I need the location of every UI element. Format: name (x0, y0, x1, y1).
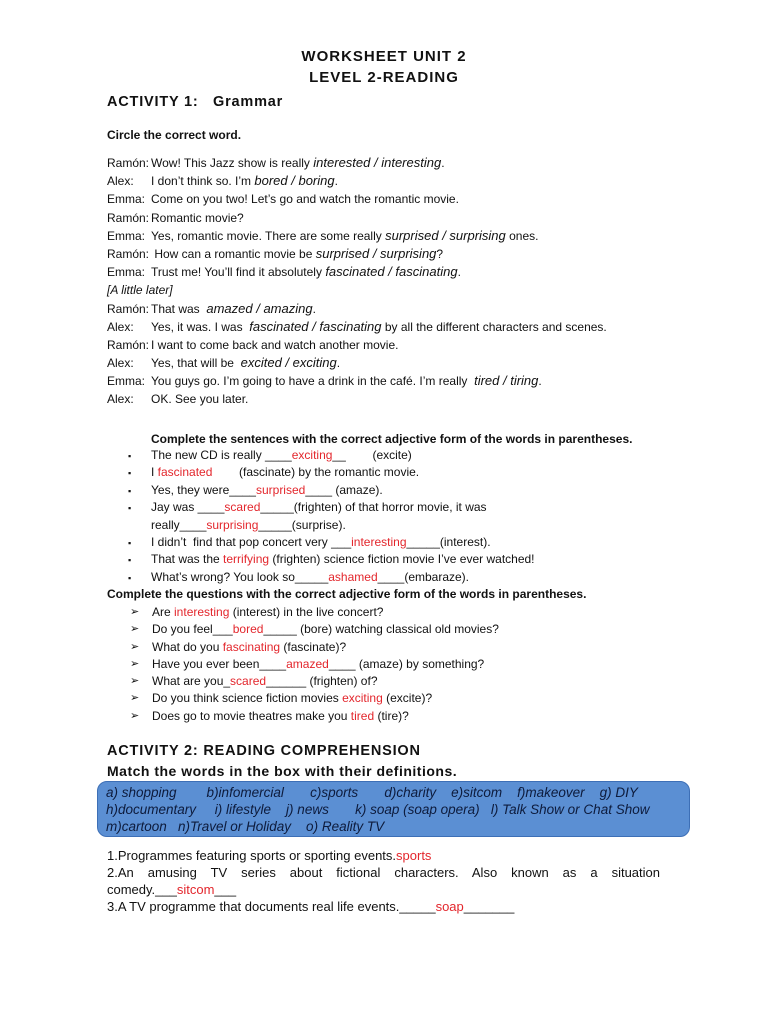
dialogue-text (151, 354, 340, 372)
arrow-bullet-icon: ➢ (130, 709, 140, 722)
dialogue-text (151, 190, 459, 208)
question-post: (interest) in the live concert? (229, 605, 384, 619)
question-pre: Does go to movie theatres make you (152, 708, 351, 723)
dialogue-post: by all the different characters and scenes. (381, 319, 607, 334)
question-item (130, 620, 690, 637)
dialogue (107, 154, 707, 409)
dialogue-text (151, 263, 461, 281)
dialogue-line (107, 227, 707, 245)
dialogue-line (107, 172, 707, 190)
speaker-name: Ramón: (107, 210, 150, 225)
question-pre: What do you (152, 639, 223, 654)
sentence-post: _____(surprise). (258, 517, 346, 532)
dialogue-line (107, 354, 707, 372)
question-item (130, 672, 690, 689)
dialogue-pre: Yes, romantic movie. There are some really (151, 228, 386, 243)
definition-pre: 3.A TV programme that documents real life events._____ (107, 899, 436, 914)
dialogue-post: ones. (505, 228, 539, 243)
dialogue-line (107, 281, 707, 299)
dialogue-line (107, 390, 707, 408)
speaker-name: Ramón: (107, 246, 150, 261)
word-choice: surprised / surprising (315, 245, 437, 261)
sentence-pre: I didn’t find that pop concert very ___ (151, 534, 352, 549)
square-bullet-icon: ▪ (128, 468, 132, 479)
word-box-line: a) shopping b)infomercial c)sports d)charity e)sitcom f)makeover g) DIY (106, 785, 638, 800)
question-post: (tire)? (374, 708, 409, 723)
sentence-pre: That was the (151, 552, 224, 567)
stage-direction: [A little later] (107, 283, 173, 298)
question-pre: Have you ever been____ (152, 656, 287, 671)
question-item (130, 638, 690, 655)
square-bullet-icon: ▪ (128, 485, 132, 496)
speaker-name: Alex: (107, 319, 134, 334)
dialogue-text (151, 172, 338, 190)
answer-text: scared (224, 500, 261, 515)
sentence-item (128, 498, 688, 515)
word-choice: fascinated / fascinating (325, 264, 458, 280)
dialogue-pre: Yes, it was. I was (151, 319, 250, 334)
word-choice: amazed / amazing (206, 300, 313, 316)
square-bullet-icon: ▪ (128, 537, 132, 548)
answer-text: fascinating (222, 639, 281, 654)
word-box-line: m)cartoon n)Travel or Holiday o) Reality TV (106, 819, 385, 834)
word-choice: bored / boring (254, 173, 335, 189)
answer-text: scared (230, 674, 267, 689)
sentence-item (128, 463, 688, 480)
question-pre: Do you feel___ (152, 622, 233, 637)
speaker-name: Ramón: (107, 156, 150, 170)
square-bullet-icon: ▪ (128, 503, 132, 514)
sentence-item (128, 568, 688, 585)
sentence-list (128, 446, 688, 585)
activity2-heading: ACTIVITY 2: READING COMPREHENSION (107, 743, 421, 759)
speaker-name: Emma: (107, 228, 146, 243)
dialogue-text (151, 227, 538, 245)
word-choice: interested / interesting (313, 155, 442, 170)
dialogue-pre: Yes, that will be (151, 356, 241, 371)
answer-text: fascinated (157, 465, 213, 480)
question-post: (excite)? (382, 691, 433, 706)
definition-item (107, 898, 660, 915)
arrow-bullet-icon: ➢ (130, 675, 140, 688)
word-box-line: h)documentary i) lifestyle j) news k) soap (soap opera) l) Talk Show or Chat Show (106, 802, 650, 817)
definition-item (107, 881, 660, 898)
activity1-heading: ACTIVITY 1: Grammar (107, 94, 284, 110)
answer-text: interesting (351, 534, 407, 549)
question-pre: Do you think science fiction movies (152, 691, 343, 706)
word-choice: excited / exciting (240, 355, 337, 371)
question-item (130, 707, 690, 724)
question-item (130, 655, 690, 672)
arrow-bullet-icon: ➢ (130, 692, 140, 705)
sentence-pre: The new CD is really ____ (151, 448, 292, 462)
question-post: _____ (bore) watching classical old movies? (263, 622, 499, 637)
dialogue-line (107, 190, 707, 208)
arrow-bullet-icon: ➢ (130, 606, 140, 618)
question-post: ______ (frighten) of? (266, 674, 378, 689)
answer-text: exciting (291, 448, 333, 462)
question-pre: Are (152, 605, 175, 619)
worksheet-subtitle: LEVEL 2-READING (309, 69, 459, 86)
definition-post: _______ (463, 899, 515, 914)
sentence-pre: Jay was ____ (151, 500, 225, 515)
sentence-pre: What’s wrong? You look so_____ (151, 569, 329, 584)
answer-text: exciting (342, 691, 383, 706)
answer-text: amazed (286, 656, 329, 671)
answer-text: ashamed (328, 569, 378, 584)
sentence-post: (frighten) science fiction movie I’ve ever watched! (269, 552, 535, 567)
dialogue-pre: Romantic movie? (151, 210, 244, 225)
question-item (130, 689, 690, 706)
answer-text: soap (435, 899, 464, 914)
definition-pre: comedy.___ (107, 882, 177, 897)
sentence-pre: I (151, 465, 158, 480)
word-choice: fascinated / fascinating (249, 318, 382, 334)
dialogue-text (151, 390, 248, 408)
speaker-name: Ramón: (107, 337, 150, 352)
square-bullet-icon: ▪ (128, 555, 132, 566)
square-bullet-icon: ▪ (128, 572, 132, 583)
speaker-name: Emma: (107, 192, 146, 207)
speaker-name: Alex: (107, 392, 134, 407)
dialogue-post: . (334, 174, 338, 189)
dialogue-line (107, 245, 707, 263)
sentence-item (128, 533, 688, 550)
answer-text: sports (396, 848, 432, 863)
dialogue-text (151, 336, 398, 354)
dialogue-post: . (538, 374, 542, 389)
answer-text: sitcom (176, 882, 215, 897)
dialogue-pre: I don’t think so. I’m (151, 174, 255, 189)
speaker-name: Emma: (107, 374, 146, 389)
dialogue-text (151, 245, 443, 263)
definition-pre: 1.Programmes featuring sports or sporting events. (107, 848, 397, 863)
dialogue-line (107, 300, 707, 318)
answer-text: interesting (174, 605, 230, 619)
definition-list (107, 847, 660, 915)
dialogue-line (107, 154, 707, 172)
question-pre: What are you_ (152, 674, 231, 689)
arrow-bullet-icon: ➢ (130, 623, 140, 636)
sentence-post: __ (excite) (332, 448, 412, 462)
answer-text: tired (350, 708, 375, 723)
sentence-post: _____(interest). (406, 534, 491, 549)
word-box (97, 781, 690, 837)
dialogue-line (107, 336, 707, 354)
dialogue-pre: You guys go. I’m going to have a drink in the café. I’m really (151, 374, 475, 389)
definition-item (107, 847, 660, 864)
square-bullet-icon: ▪ (128, 451, 132, 461)
activity1-instruction: Circle the correct word. (107, 128, 242, 142)
dialogue-pre: I want to come back and watch another movie. (151, 337, 399, 352)
sentence-item (128, 550, 688, 567)
question-item (130, 603, 690, 620)
worksheet-title: WORKSHEET UNIT 2 (301, 48, 467, 65)
sentence-post: (fascinate) by the romantic movie. (212, 465, 420, 480)
dialogue-pre: How can a romantic movie be (151, 246, 316, 261)
sentence-item (128, 446, 688, 463)
arrow-bullet-icon: ➢ (130, 657, 140, 670)
sentence-post: ____(embaraze). (377, 569, 470, 584)
speaker-name: Ramón: (107, 301, 150, 316)
answer-text: surprising (206, 517, 259, 532)
dialogue-text (151, 300, 316, 318)
sentence-item (128, 516, 688, 533)
dialogue-line (107, 209, 707, 227)
speaker-name: Emma: (107, 265, 146, 280)
dialogue-pre: Trust me! You’ll find it absolutely (151, 265, 326, 280)
sentence-post: ____ (amaze). (305, 482, 383, 497)
dialogue-text (151, 209, 244, 227)
dialogue-line (107, 372, 707, 390)
dialogue-post: . (441, 156, 445, 170)
question-post: ____ (amaze) by something? (328, 656, 485, 671)
answer-text: terrifying (223, 552, 270, 567)
dialogue-text (151, 372, 542, 390)
sentence-pre: Yes, they were____ (151, 482, 256, 497)
dialogue-text (151, 154, 445, 172)
question-list (130, 603, 690, 724)
sentence-pre: really____ (151, 517, 207, 532)
dialogue-post: . (457, 265, 461, 280)
complete-sentences-heading: Complete the sentences with the correct adjective form of the words in parentheses. (151, 432, 633, 446)
dialogue-pre: That was (151, 301, 207, 316)
definition-post: ___ (214, 882, 237, 897)
dialogue-pre: Come on you two! Let’s go and watch the romantic movie. (151, 192, 459, 207)
answer-text: bored (232, 622, 264, 637)
speaker-name: Alex: (107, 174, 134, 189)
dialogue-text (151, 318, 607, 336)
word-choice: tired / tiring (474, 373, 539, 389)
activity2-instruction: Match the words in the box with their definitions. (107, 763, 458, 779)
question-post: (fascinate)? (280, 639, 347, 654)
dialogue-pre: Wow! This Jazz show is really (151, 156, 314, 170)
dialogue-line (107, 263, 707, 281)
arrow-bullet-icon: ➢ (130, 640, 140, 653)
dialogue-post: . (312, 301, 316, 316)
definition-item: 2.An amusing TV series about fictional characters. Also known as a situation (107, 865, 660, 880)
dialogue-post: ? (436, 246, 444, 261)
dialogue-post: . (336, 356, 341, 371)
answer-text: surprised (255, 482, 306, 497)
speaker-name: Alex: (107, 356, 134, 371)
sentence-post: _____(frighten) of that horror movie, it was (260, 500, 487, 515)
word-choice: surprised / surprising (385, 227, 506, 243)
complete-questions-heading: Complete the questions with the correct adjective form of the words in parentheses. (107, 587, 587, 601)
sentence-item (128, 481, 688, 498)
dialogue-line (107, 318, 707, 336)
dialogue-pre: OK. See you later. (151, 392, 249, 407)
